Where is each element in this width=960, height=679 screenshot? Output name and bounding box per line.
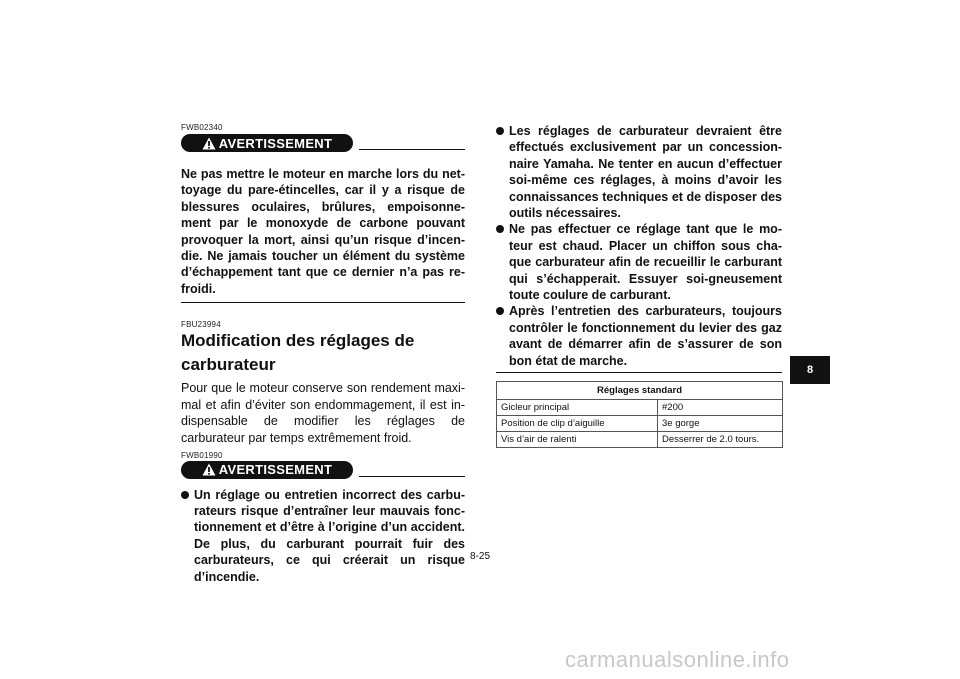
warning2-bullets bbox=[181, 487, 465, 585]
warning2-code: FWB01990 bbox=[181, 450, 223, 460]
warning-badge bbox=[181, 134, 353, 152]
list-item bbox=[496, 221, 782, 303]
table-cell: Desserrer de 2.0 tours. bbox=[658, 432, 783, 448]
chapter-tab: 8 bbox=[790, 356, 830, 384]
bullet-text: Les réglages de carburateur devraient être effectués exclusivement par un concession-naire Yamaha. Ne tenter en aucun d’effectuer soi-même ces réglages, à moins d’avoir les connaissances techniques et de disposer des outils nécessaires. bbox=[509, 124, 782, 221]
table-cell: #200 bbox=[658, 400, 783, 416]
right-column bbox=[496, 123, 782, 448]
warning-rule bbox=[359, 149, 465, 150]
warning-label: AVERTISSEMENT bbox=[218, 135, 333, 151]
warning-triangle-icon bbox=[202, 137, 216, 150]
warning-header bbox=[181, 134, 465, 156]
watermark: carmanualsonline.info bbox=[565, 647, 790, 672]
section-title-line1: Modification des réglages de bbox=[181, 331, 415, 351]
table-cell: Vis d’air de ralenti bbox=[497, 432, 658, 448]
warning2-header bbox=[181, 461, 465, 483]
bullet-text: Après l’entretien des carburateurs, toujours contrôler le fonctionnement du levier des gaz avant de démarrer afin de s’assurer de son bon état de marche. bbox=[509, 304, 782, 368]
list-item bbox=[181, 487, 465, 585]
bullet-icon bbox=[496, 127, 504, 135]
warning-code: FWB02340 bbox=[181, 123, 223, 132]
section-title-line2: carburateur bbox=[181, 355, 276, 375]
table-title: Réglages standard bbox=[497, 382, 783, 400]
bullet-text: Un réglage ou entretien incorrect des carbu-rateurs risque d’entraîner leur mauvais fonc-tionnement et d’être à l’origine d’un accident. De plus, du carburant pourrait fuir des carburateurs, ce qui créerait un risque d’incendie. bbox=[194, 487, 465, 584]
bullet-icon bbox=[496, 307, 504, 315]
table-cell: 3e gorge bbox=[658, 416, 783, 432]
list-item bbox=[496, 303, 782, 369]
section-body: Pour que le moteur conserve son rendement maxi-mal et afin d’éviter son endommagement, il est in-dispensable de modifier les réglages de carburateur par temps extrêmement froid. bbox=[181, 381, 465, 446]
warning2-rule bbox=[359, 476, 465, 477]
right-bullets bbox=[496, 123, 782, 369]
bullet-text: Ne pas effectuer ce réglage tant que le mo-teur est chaud. Placer un chiffon sous cha-que carburateur afin de recueillir le carburant qui s’échapperait. Essuyer soi-gneusement toute coulure de carburant. bbox=[509, 222, 782, 303]
warning2-label: AVERTISSEMENT bbox=[218, 462, 333, 478]
warning2-badge bbox=[181, 461, 353, 479]
warning-triangle-icon bbox=[202, 463, 216, 476]
warning-end-rule bbox=[496, 372, 782, 373]
table-cell: Gicleur principal bbox=[497, 400, 658, 416]
bullet-icon bbox=[181, 491, 189, 499]
list-item bbox=[496, 123, 782, 221]
bullet-icon bbox=[496, 225, 504, 233]
spec-table bbox=[496, 381, 783, 448]
page-number: 8-25 bbox=[469, 551, 490, 562]
warning-text: Ne pas mettre le moteur en marche lors du net-toyage du pare-étincelles, car il y a risque de blessures oculaires, brûlures, empoisonne-ment par le monoxyde de carbone pouvant provoquer la mort, ainsi qu’un risque d’incen-die. Ne jamais toucher un élément du système d’échappement tant que ce dernier n’a pas re-froidi. bbox=[181, 167, 465, 296]
table-row bbox=[497, 432, 783, 448]
left-column bbox=[181, 123, 465, 585]
table-header-row bbox=[497, 382, 783, 400]
table-row bbox=[497, 416, 783, 432]
table-row bbox=[497, 400, 783, 416]
warning-end-rule bbox=[181, 302, 465, 303]
section-code: FBU23994 bbox=[181, 320, 221, 330]
section-title bbox=[181, 330, 465, 376]
table-cell: Position de clip d’aiguille bbox=[497, 416, 658, 432]
